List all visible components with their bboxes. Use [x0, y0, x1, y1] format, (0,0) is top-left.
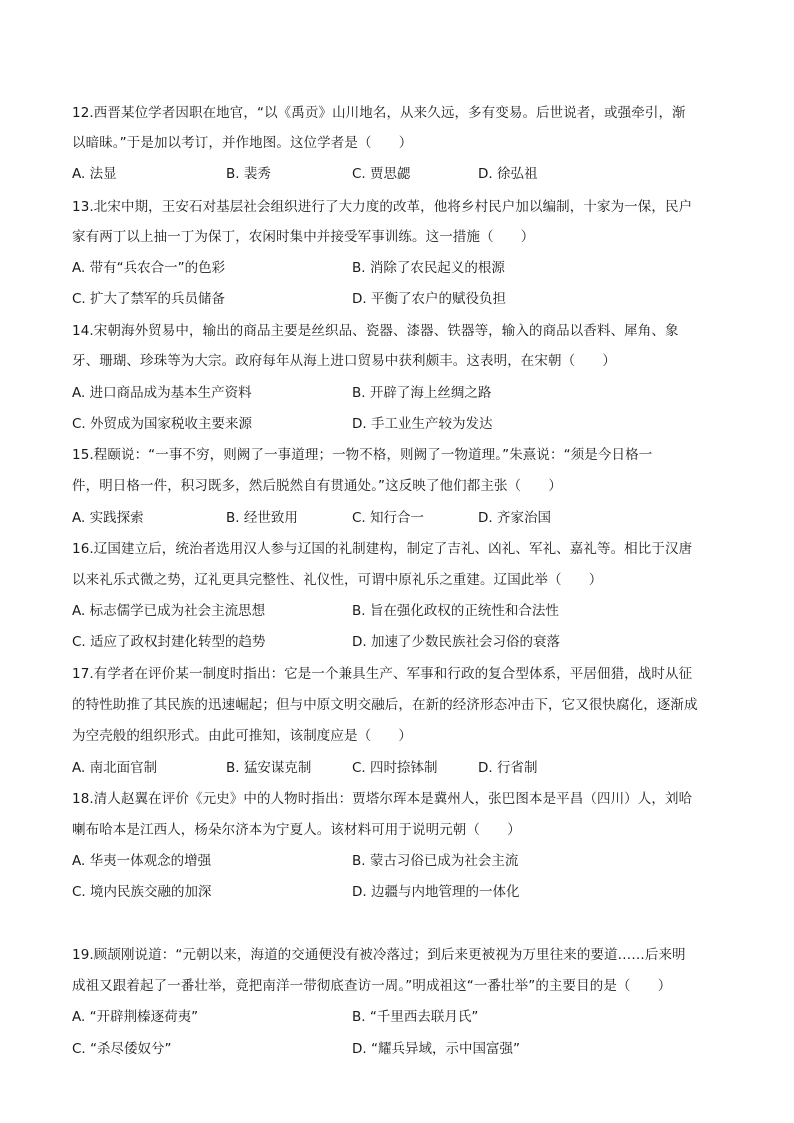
question-12-option-d: D. 徐弘祖	[478, 166, 538, 182]
question-16-option-d: D. 加速了少数民族社会习俗的衰落	[352, 634, 560, 650]
question-18-line-2: 喇布哈本是江西人，杨朵尔济本为宁夏人。该材料可用于说明元朝（ ）	[72, 822, 521, 838]
question-16-line-2: 以来礼乐式微之势，辽礼更具完整性、礼仪性，可谓中原礼乐之重建。辽国此举（ ）	[72, 572, 603, 588]
question-14-option-b: B. 开辟了海上丝绸之路	[352, 385, 492, 401]
question-16-option-a: A. 标志儒学已成为社会主流思想	[72, 603, 266, 619]
question-12-option-a: A. 法显	[72, 166, 117, 182]
question-14-line-2: 牙、珊瑚、珍珠等为大宗。政府每年从海上进口贸易中获利颇丰。这表明，在宋朝（ ）	[72, 353, 616, 369]
question-17-line-3: 为空壳般的组织形式。由此可推知，该制度应是（ ）	[72, 728, 412, 744]
question-13-option-a: A. 带有“兵农合一”的色彩	[72, 260, 226, 276]
question-17-option-b: B. 猛安谋克制	[226, 760, 312, 776]
question-13-option-c: C. 扩大了禁军的兵员储备	[72, 291, 226, 307]
question-17-line-1: 17.有学者在评价某一制度时指出：它是一个兼具生产、军事和行政的复合型体系，平居佃猎，战时从征	[72, 666, 693, 682]
question-17-option-d: D. 行省制	[478, 760, 538, 776]
question-14-line-1: 14.宋朝海外贸易中，输出的商品主要是丝织品、瓷器、漆器、铁器等，输入的商品以香料、犀角、象	[72, 323, 679, 339]
question-19-option-d: D. “耀兵异域，示中国富强”	[352, 1041, 520, 1057]
question-19-line-2: 成祖又跟着起了一番壮举，竟把南洋一带彻底查访一周。”明成祖这“一番壮举”的主要目的是（ ）	[72, 978, 672, 994]
question-18-line-1: 18.清人赵翼在评价《元史》中的人物时指出：贾塔尔珲本是冀州人，张巴图本是平昌（四川）人，刘哈	[72, 791, 693, 807]
question-18-option-d: D. 边疆与内地管理的一体化	[352, 884, 520, 900]
question-13-option-d: D. 平衡了农户的赋役负担	[352, 291, 506, 307]
question-15-option-d: D. 齐家治国	[478, 510, 551, 526]
question-15-line-1: 15.程颐说：“一事不穷，则阙了一事道理；一物不格，则阙了一物道理。”朱熹说：“须是今日格一	[72, 447, 653, 463]
question-18-option-b: B. 蒙古习俗已成为社会主流	[352, 853, 519, 869]
question-15-line-2: 件，明日格一件，积习既多，然后脱然自有贯通处。”这反映了他们都主张（ ）	[72, 478, 562, 494]
question-18-option-c: C. 境内民族交融的加深	[72, 884, 212, 900]
question-15-option-b: B. 经世致用	[226, 510, 298, 526]
question-17-line-2: 的特性助推了其民族的迅速崛起；但与中原文明交融后，在新的经济形态冲击下，它又很快腐化，逐渐成	[72, 697, 698, 713]
question-13-line-2: 家有两丁以上抽一丁为保丁，农闲时集中并接受军事训练。这一措施（ ）	[72, 229, 535, 245]
question-19-option-c: C. “杀尽倭奴兮”	[72, 1041, 172, 1057]
question-17-option-c: C. 四时捺钵制	[352, 760, 438, 776]
question-19-option-a: A. “开辟荆榛逐荷夷”	[72, 1009, 199, 1025]
question-12-line-2: 以暗昧。”于是加以考订，并作地图。这位学者是（ ）	[72, 135, 413, 151]
question-12-option-b: B. 裴秀	[226, 166, 271, 182]
question-12-line-1: 12.西晋某位学者因职在地官，“以《禹贡》山川地名，从来久远，多有变易。后世说者，或强牵引，渐	[72, 105, 686, 121]
question-13-option-b: B. 消除了农民起义的根源	[352, 260, 505, 276]
question-13-line-1: 13.北宋中期，王安石对基层社会组织进行了大力度的改革，他将乡村民户加以编制，十家为一保，民户	[72, 199, 693, 215]
question-16-option-c: C. 适应了政权封建化转型的趋势	[72, 634, 266, 650]
question-16-option-b: B. 旨在强化政权的正统性和合法性	[352, 603, 559, 619]
question-19-line-1: 19.顾颉刚说道：“元朝以来，海道的交通便没有被冷落过；到后来更被视为万里往来的要道……后来明	[72, 947, 686, 963]
question-17-option-a: A. 南北面官制	[72, 760, 158, 776]
question-15-option-a: A. 实践探索	[72, 510, 144, 526]
question-19-option-b: B. “千里西去联月氏”	[352, 1009, 479, 1025]
question-15-option-c: C. 知行合一	[352, 510, 425, 526]
question-14-option-c: C. 外贸成为国家税收主要来源	[72, 416, 253, 432]
question-16-line-1: 16.辽国建立后，统治者选用汉人参与辽国的礼制建构，制定了吉礼、凶礼、军礼、嘉礼等。相比于汉唐	[72, 541, 693, 557]
question-14-option-d: D. 手工业生产较为发达	[352, 416, 493, 432]
question-14-option-a: A. 进口商品成为基本生产资料	[72, 385, 252, 401]
question-12-option-c: C. 贾思勰	[352, 166, 411, 182]
question-18-option-a: A. 华夷一体观念的增强	[72, 853, 212, 869]
